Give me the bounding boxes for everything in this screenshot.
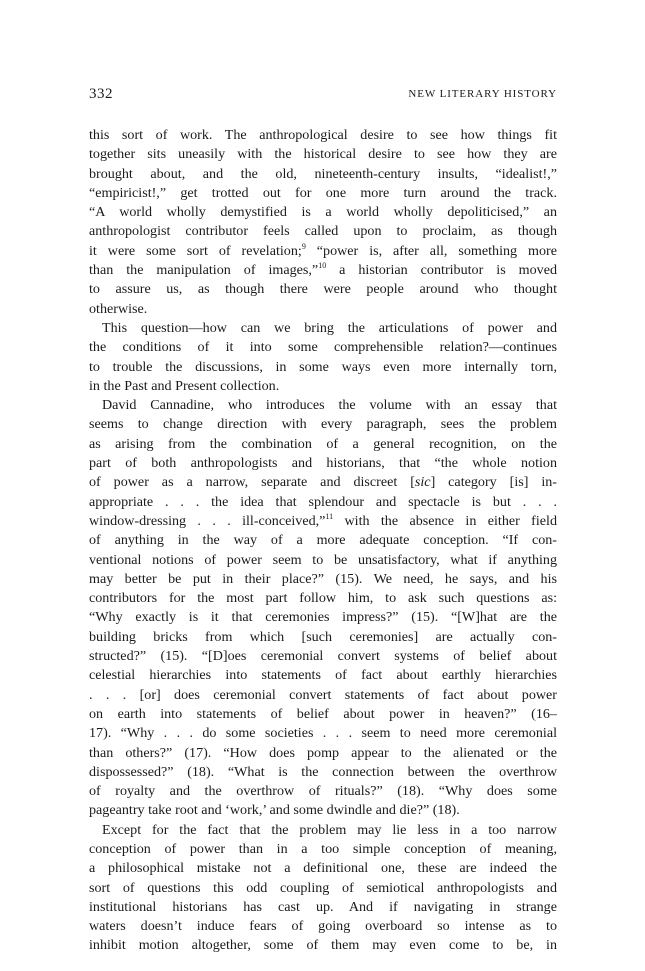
text-line — [89, 261, 557, 280]
text-run: dispossessed?” (18). “What is the connection between the overthrow — [89, 763, 557, 780]
text-run: “Why exactly is it that ceremonies impress?” (15). “[W]hat are the — [89, 609, 557, 626]
italic-text: sic — [414, 474, 431, 491]
text-line — [89, 589, 557, 608]
page-header — [89, 86, 557, 106]
text-run: . . . [or] does ceremonial convert statements of fact about power — [89, 686, 557, 703]
text-run: “A world wholly demystified is a world wholly depoliticised,” an — [89, 204, 557, 221]
text-line — [89, 319, 557, 338]
text-line — [89, 531, 557, 550]
text-line — [89, 647, 557, 666]
text-line — [89, 724, 557, 743]
text-run: Except for the fact that the problem may lie less in a too narrow — [102, 821, 557, 838]
text-run: conception of power than in a too simple conception of meaning, — [89, 840, 557, 857]
text-run: inhibit motion altogether, some of them may even come to be, in — [89, 937, 557, 954]
text-run: this sort of work. The anthropological desire to see how things fit — [89, 127, 557, 143]
text-line — [89, 763, 557, 782]
text-run: sort of questions this odd coupling of semiotical anthropologists and — [89, 879, 557, 896]
text-line — [89, 917, 557, 936]
text-run: “empiricist!,” get trotted out for one more turn around the track. — [89, 184, 557, 201]
text-run: David Cannadine, who introduces the volume with an essay that — [102, 397, 557, 414]
text-line — [89, 570, 557, 589]
text-run: it were some sort of revelation; — [89, 242, 302, 259]
text-line — [89, 840, 557, 859]
text-line — [89, 377, 557, 396]
text-run: a philosophical mistake not a definitional one, these are indeed the — [89, 860, 557, 877]
text-run: window-dressing . . . ill-conceived,” — [89, 512, 326, 529]
page-number: 332 — [89, 86, 113, 102]
text-run: contributors for the most part follow him, to ask such questions as: — [89, 590, 557, 607]
footnote-marker: 10 — [318, 261, 327, 271]
text-run: to trouble the discussions, in some ways even more internally torn, — [89, 358, 557, 375]
text-run: structed?” (15). “[D]oes ceremonial convert systems of belief about — [89, 648, 557, 665]
text-run: This question—how can we bring the articulations of power and — [102, 319, 557, 336]
text-run: ventional notions of power seem to be unsatisfactory, what if anything — [89, 551, 557, 568]
text-line — [89, 473, 557, 492]
text-run: as arising from the combination of a general recognition, on the — [89, 435, 557, 452]
body-text — [89, 126, 557, 956]
footnote-marker: 9 — [301, 241, 306, 251]
text-line — [89, 782, 557, 801]
text-line — [89, 705, 557, 724]
text-line — [89, 280, 557, 299]
text-run: to assure us, as though there were people around who thought — [89, 281, 557, 298]
text-line — [89, 396, 557, 415]
text-run: the conditions of it into some comprehensible relation?—continues — [89, 339, 557, 356]
text-run: a historian contributor is moved — [326, 262, 557, 279]
text-line — [89, 222, 557, 241]
text-line — [89, 821, 557, 840]
text-line — [89, 801, 557, 820]
text-run: part of both anthropologists and historians, that “the whole notion — [89, 455, 557, 472]
text-run: waters doesn’t induce fears of going overboard so intense as to — [89, 918, 557, 935]
text-line — [89, 184, 557, 203]
text-line — [89, 744, 557, 763]
text-run: institutional historians has cast up. And if navigating in strange — [89, 898, 557, 915]
text-run: on earth into statements of belief about power in heaven?” (16– — [89, 705, 557, 722]
text-run: than others?” (17). “How does pomp appear to the alienated or the — [89, 744, 557, 761]
text-run: seems to change direction with every paragraph, sees the problem — [89, 416, 557, 433]
text-line — [89, 435, 557, 454]
text-line — [89, 512, 557, 531]
text-run: appropriate . . . the idea that splendour and spectacle is but . . . — [89, 493, 557, 510]
text-line — [89, 203, 557, 222]
text-run: building bricks from which [such ceremonies] are actually con- — [89, 628, 557, 645]
text-line — [89, 608, 557, 627]
text-line — [89, 126, 557, 145]
text-run: of royalty and the overthrow of rituals?” (18). “Why does some — [89, 783, 557, 800]
text-run: may better be put in their place?” (15). We need, he says, and his — [89, 570, 557, 587]
text-run: with the absence in either field — [333, 512, 557, 529]
text-line — [89, 859, 557, 878]
text-line — [89, 666, 557, 685]
text-run: otherwise. — [89, 300, 148, 317]
text-run: brought about, and the old, nineteenth-century insults, “idealist!,” — [89, 165, 557, 182]
text-run: celestial hierarchies into statements of fact about earthly hierarchies — [89, 667, 557, 684]
text-line — [89, 358, 557, 377]
text-line — [89, 879, 557, 898]
text-line — [89, 936, 557, 955]
text-line — [89, 493, 557, 512]
text-run: ] category [is] in- — [430, 474, 557, 491]
running-head: NEW LITERARY HISTORY — [408, 88, 557, 100]
text-run: anthropologist contributor feels called upon to proclaim, as though — [89, 223, 557, 240]
text-line — [89, 338, 557, 357]
text-line — [89, 454, 557, 473]
text-line — [89, 898, 557, 917]
text-run: of anything in the way of a more adequate conception. “If con- — [89, 532, 557, 549]
text-line — [89, 686, 557, 705]
text-line — [89, 242, 557, 261]
text-run: together sits uneasily with the historical desire to see how they are — [89, 146, 557, 163]
text-line — [89, 415, 557, 434]
text-line — [89, 165, 557, 184]
text-run: of power as a narrow, separate and discreet [ — [89, 474, 415, 491]
text-run: pageantry take root and ‘work,’ and some dwindle and die?” (18). — [89, 802, 460, 819]
text-run: “power is, after all, something more — [305, 242, 557, 259]
text-line — [89, 628, 557, 647]
text-line — [89, 145, 557, 164]
text-run: 17). “Why . . . do some societies . . . seem to need more ceremonial — [89, 725, 557, 742]
text-line — [89, 551, 557, 570]
text-line — [89, 300, 557, 319]
text-run: in the Past and Present collection. — [89, 377, 280, 394]
footnote-marker: 11 — [325, 511, 334, 521]
text-run: than the manipulation of images,” — [89, 262, 319, 279]
